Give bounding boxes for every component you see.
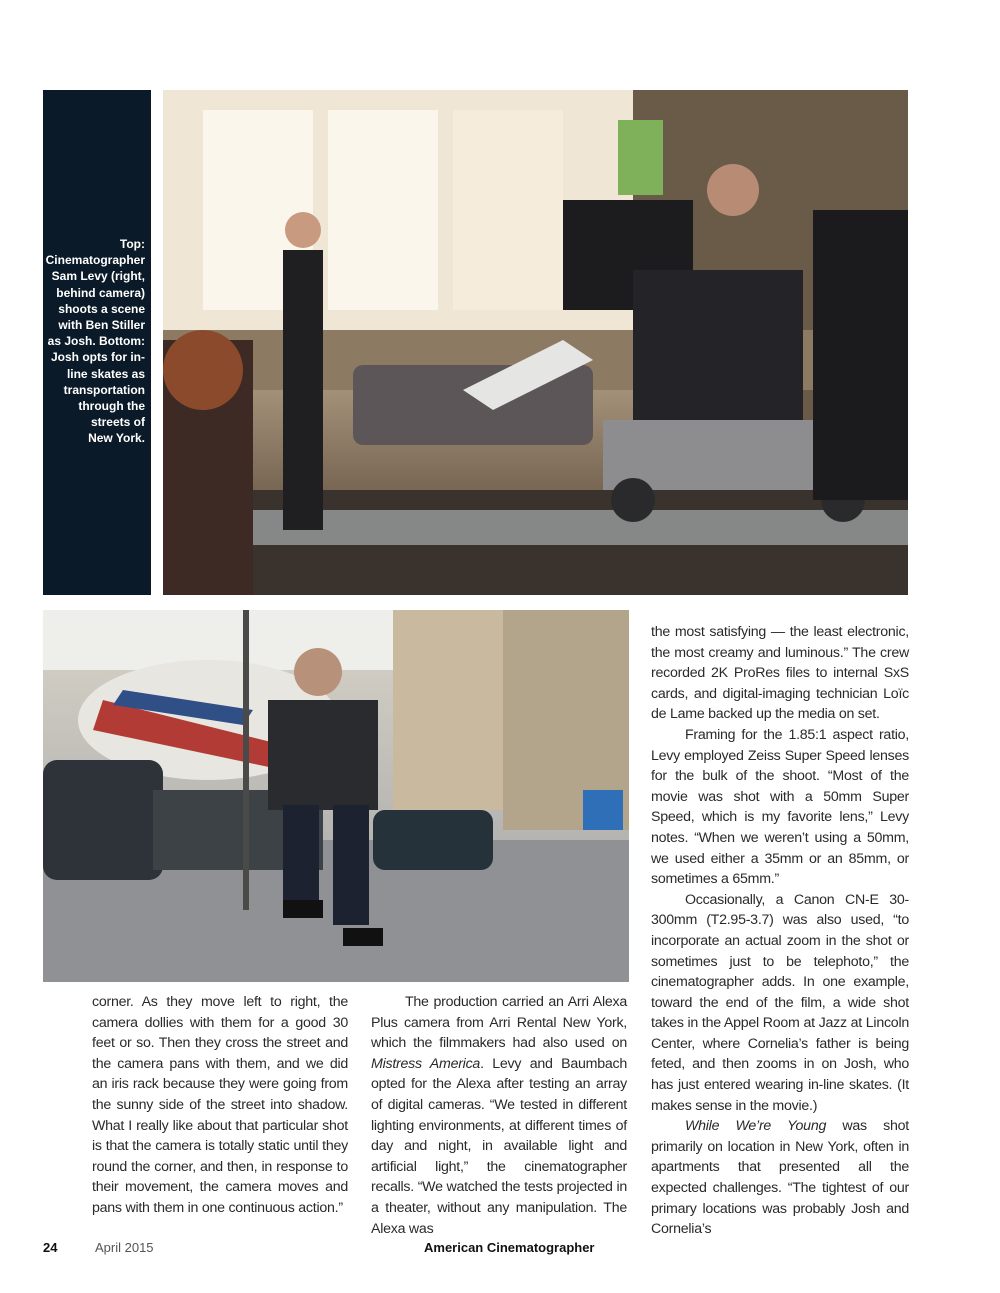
film-title: Mistress America — [371, 1055, 481, 1072]
film-set-photo — [163, 90, 908, 595]
page-number: 24 — [43, 1240, 58, 1255]
paragraph-text: was shot primarily on location in New York, often in apartments that presented all the expected challenges. “The tightest of our primary locations was probably Josh and Cornelia’s — [651, 1118, 910, 1238]
article-paragraph: Occasionally, a Canon CN-E 30-300mm (T2.95-3.7) was also used, “to incorporate an actual zoom in the shot or sometimes just to be telephoto,” the cinematographer adds. In one example, toward the end of the film, a wide shot takes in the Appel Room at Jazz at Lincoln Center, where Cornelia’s father is being feted, and then zooms in on Josh, who has just entered wearing in-line skates. (It makes sense in the movie.) — [651, 891, 909, 1114]
article-paragraph: the most satisfying — the least electronic, the most creamy and luminous.” The crew recorded 2K ProRes files to internal SxS cards, and digital-imaging technician Loïc de Lame backed up the media on set. — [651, 624, 909, 723]
article-paragraph: Framing for the 1.85:1 aspect ratio, Levy employed Zeiss Super Speed lenses for the bulk of the shoot. “Most of the movie was shot with a 50mm Super Speed, which is my favorite lens,” Levy notes. “When we weren’t using a 50mm, we used either a 35mm or an 85mm, or sometimes a 65mm.” — [651, 726, 909, 888]
article-paragraph — [371, 992, 627, 1239]
issue-date: April 2015 — [95, 1240, 154, 1255]
article-column-1 — [92, 992, 348, 1219]
article-paragraph: corner. As they move left to right, the camera dollies with them for a good 30 feet or so. Then they cross the street and the camera pans with them, and we did an iris rack because they were going from the sunny side of the street into shadow. What I really like about that particular shot is that the camera is totally static until they round the corner, and then, in response to their movement, the camera moves and pans with them in one continuous action.” — [92, 994, 348, 1216]
magazine-name: American Cinematographer — [424, 1240, 595, 1255]
article-column-3 — [651, 622, 909, 1240]
caption-panel — [43, 90, 151, 595]
article-column-2 — [371, 992, 627, 1239]
street-skating-photo — [43, 610, 629, 982]
film-title: While We’re Young — [685, 1118, 827, 1135]
paragraph-text: . Levy and Baumbach opted for the Alexa after testing an array of digital cameras. “We tested in different lighting environments, at different times of day and night, in available light and artificial light,” the cinematographer recalls. “We watched the tests projected in a theater, without any manipulation. The Alexa was — [371, 1055, 627, 1237]
photo-caption: Top: Cinematographer Sam Levy (right, behind camera) shoots a scene with Ben Stiller as Josh. Bottom: Josh opts for in- line skates as transportation through the streets of New York. — [45, 237, 145, 446]
paragraph-text: The production carried an Arri Alexa Plus camera from Arri Rental New York, which the filmmakers had also used on — [371, 994, 627, 1052]
article-paragraph — [651, 1116, 909, 1240]
